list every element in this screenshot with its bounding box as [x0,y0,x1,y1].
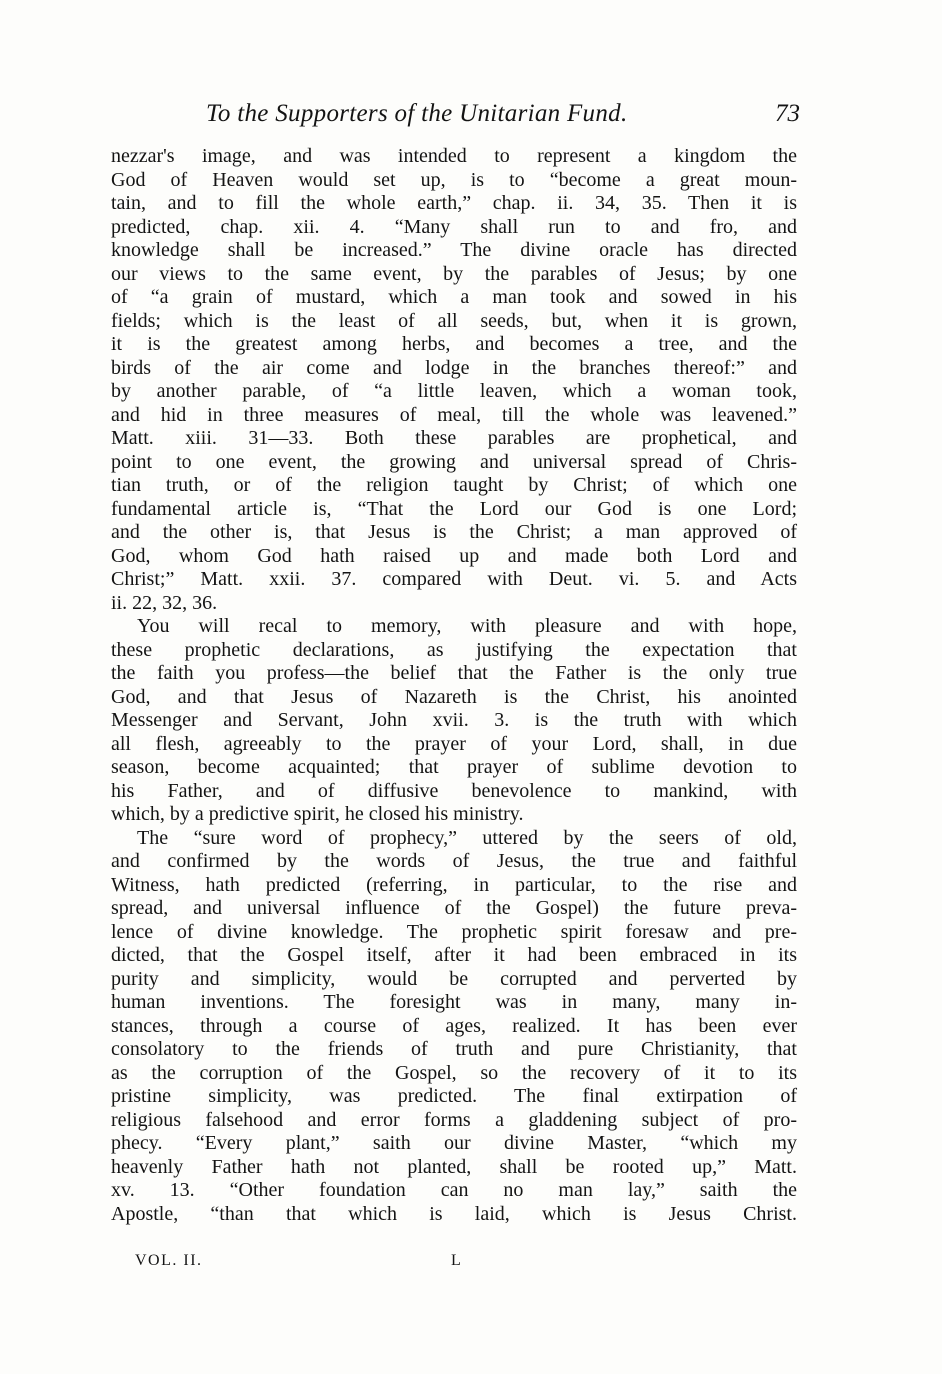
text-line: Messenger and Servant, John xvii. 3. is the truth with which [111,709,797,731]
text-line: by another parable, of “a little leaven, which a woman took, [111,380,797,402]
text-line: and the other is, that Jesus is the Christ; a man approved of [111,521,797,543]
text-line: as the corruption of the Gospel, so the recovery of it to its [111,1061,797,1084]
text-line: Matt. xiii. 31—33. Both these parables are prophetical, and [111,427,797,449]
text-line: all flesh, agreeably to the prayer of your Lord, shall, in due [111,732,797,755]
text-line: The “sure word of prophecy,” uttered by the seers of old, [137,826,797,849]
volume-label: VOL. II. [135,1252,203,1269]
page-number: 73 [775,100,800,127]
text-line: religious falsehood and error forms a gladdening subject of pro- [111,1108,797,1131]
text-line: season, become acquainted; that prayer of sublime devotion to [111,756,797,778]
text-line: Apostle, “than that which is laid, which is Jesus Christ. [111,1202,797,1225]
text-line: lence of divine knowledge. The prophetic spirit foresaw and pre- [111,920,797,943]
text-line: phecy. “Every plant,” saith our divine Master, “which my [111,1132,797,1154]
text-line: dicted, that the Gospel itself, after it had been embraced in its [111,944,797,966]
text-line: God of Heaven would set up, is to “become a great moun- [111,168,797,191]
page-footer [135,1252,555,1274]
running-title: To the Supporters of the Unitarian Fund. [206,100,628,127]
text-line: point to one event, the growing and universal spread of Chris- [111,450,797,473]
text-line: Witness, hath predicted (referring, in particular, to the rise and [111,873,797,896]
text-line: fields; which is the least of all seeds, but, when it is grown, [111,309,797,332]
text-line: tain, and to fill the whole earth,” chap. ii. 34, 35. Then it is [111,192,797,214]
text-line: God, and that Jesus of Nazareth is the Christ, his anointed [111,685,797,708]
text-line: spread, and universal influence of the Gospel) the future preva- [111,897,797,919]
text-line: nezzar's image, and was intended to represent a kingdom the [111,145,797,167]
text-line: stances, through a course of ages, realized. It has been ever [111,1014,797,1037]
text-line: pristine simplicity, was predicted. The final extirpation of [111,1085,797,1107]
text-line: ii. 22, 32, 36. [111,591,218,614]
text-line: human inventions. The foresight was in many, many in- [111,991,797,1013]
text-line: his Father, and of diffusive benevolence to mankind, with [111,779,797,802]
running-head [140,100,800,136]
text-line: xv. 13. “Other foundation can no man lay,” saith the [111,1179,797,1201]
text-line: birds of the air come and lodge in the branches thereof:” and [111,356,797,379]
text-line: God, whom God hath raised up and made both Lord and [111,544,797,567]
signature-mark: L [451,1252,463,1269]
text-line: these prophetic declarations, as justifying the expectation that [111,638,797,661]
body-text [111,145,797,1226]
text-line: fundamental article is, “That the Lord our God is one Lord; [111,497,797,520]
text-line: which, by a predictive spirit, he closed his ministry. [111,803,524,825]
text-line: our views to the same event, by the parables of Jesus; by one [111,262,797,285]
text-line: and confirmed by the words of Jesus, the true and faithful [111,850,797,872]
text-line: and hid in three measures of meal, till the whole was leavened.” [111,403,797,426]
text-line: of “a grain of mustard, which a man took and sowed in his [111,286,797,308]
text-line: purity and simplicity, would be corrupted and perverted by [111,967,797,990]
text-line: You will recal to memory, with pleasure and with hope, [137,615,797,637]
text-line: consolatory to the friends of truth and pure Christianity, that [111,1038,797,1060]
text-line: predicted, chap. xii. 4. “Many shall run to and fro, and [111,215,797,238]
text-line: tian truth, or of the religion taught by Christ; of which one [111,474,797,496]
text-line: knowledge shall be increased.” The divine oracle has directed [111,239,797,261]
text-line: Christ;” Matt. xxii. 37. compared with Deut. vi. 5. and Acts [111,568,797,590]
text-line: heavenly Father hath not planted, shall be rooted up,” Matt. [111,1155,797,1178]
text-line: it is the greatest among herbs, and becomes a tree, and the [111,333,797,355]
text-line: the faith you profess—the belief that the Father is the only true [111,662,797,684]
